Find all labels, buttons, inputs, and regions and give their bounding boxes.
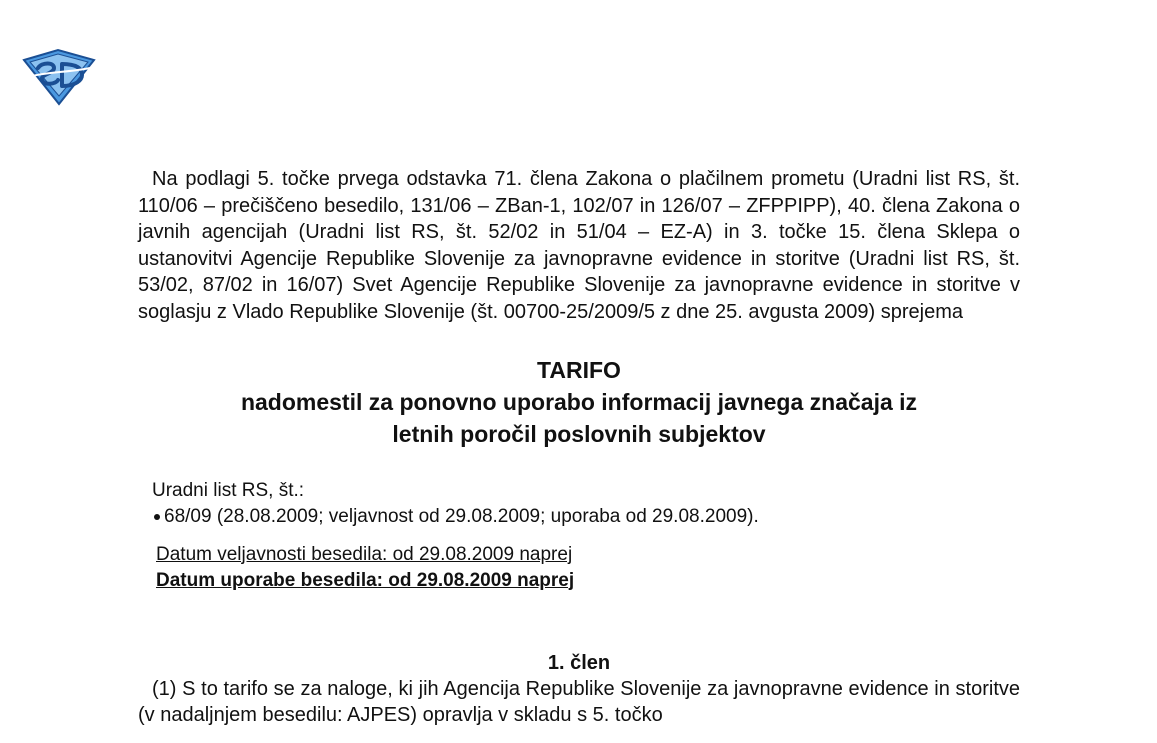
document-title: TARIFO xyxy=(537,356,621,383)
gazette-label: Uradni list RS, št.: xyxy=(152,479,305,501)
ajpes-logo-icon xyxy=(20,46,98,106)
bullet-icon xyxy=(154,514,160,520)
validity-date: Datum veljavnosti besedila: od 29.08.2009 naprej xyxy=(156,543,573,565)
article-1-heading: 1. člen xyxy=(547,651,611,674)
gazette-entry: 68/09 (28.08.2009; veljavnost od 29.08.2009; uporaba od 29.08.2009). xyxy=(164,505,759,527)
gazette-info xyxy=(152,478,1020,530)
gazette-list-item xyxy=(152,504,1020,530)
usage-date: Datum uporabe besedila: od 29.08.2009 naprej xyxy=(156,569,575,591)
title-block xyxy=(138,354,1020,450)
article-1-text: (1) S to tarifo se za naloge, ki jih Agencija Republike Slovenije za javnopravne evidence in storitve (v nadaljnjem besedilu: AJPES) opravlja v skladu s 5. točko xyxy=(138,677,1020,727)
document-body xyxy=(138,166,1020,729)
document-subtitle-line1: nadomestil za ponovno uporabo informacij javnega značaja iz xyxy=(240,388,918,415)
dates-block xyxy=(156,542,1020,594)
document-subtitle-line2: letnih poročil poslovnih subjektov xyxy=(392,420,766,447)
intro-paragraph: Na podlagi 5. točke prvega odstavka 71. člena Zakona o plačilnem prometu (Uradni list RS, št. 110/06 – prečiščeno besedilo, 131/06 – ZBan-1, 102/07 in 126/07 – ZFPPIPP), 40. člena Zakona o javnih agencijah (Uradni list RS, št. 52/02 in 51/04 – EZ-A) in 3. točke 15. člena Sklepa o ustanovitvi Agencije Republike Slovenije za javnopravne evidence in storitve (Uradni list RS, št. 53/02, 87/02 in 16/07) Svet Agencije Republike Slovenije za javnopravne evidence in storitve v soglasju z Vlado Republike Slovenije (št. 00700-25/2009/5 z dne 25. avgusta 2009) sprejema xyxy=(138,168,1020,323)
